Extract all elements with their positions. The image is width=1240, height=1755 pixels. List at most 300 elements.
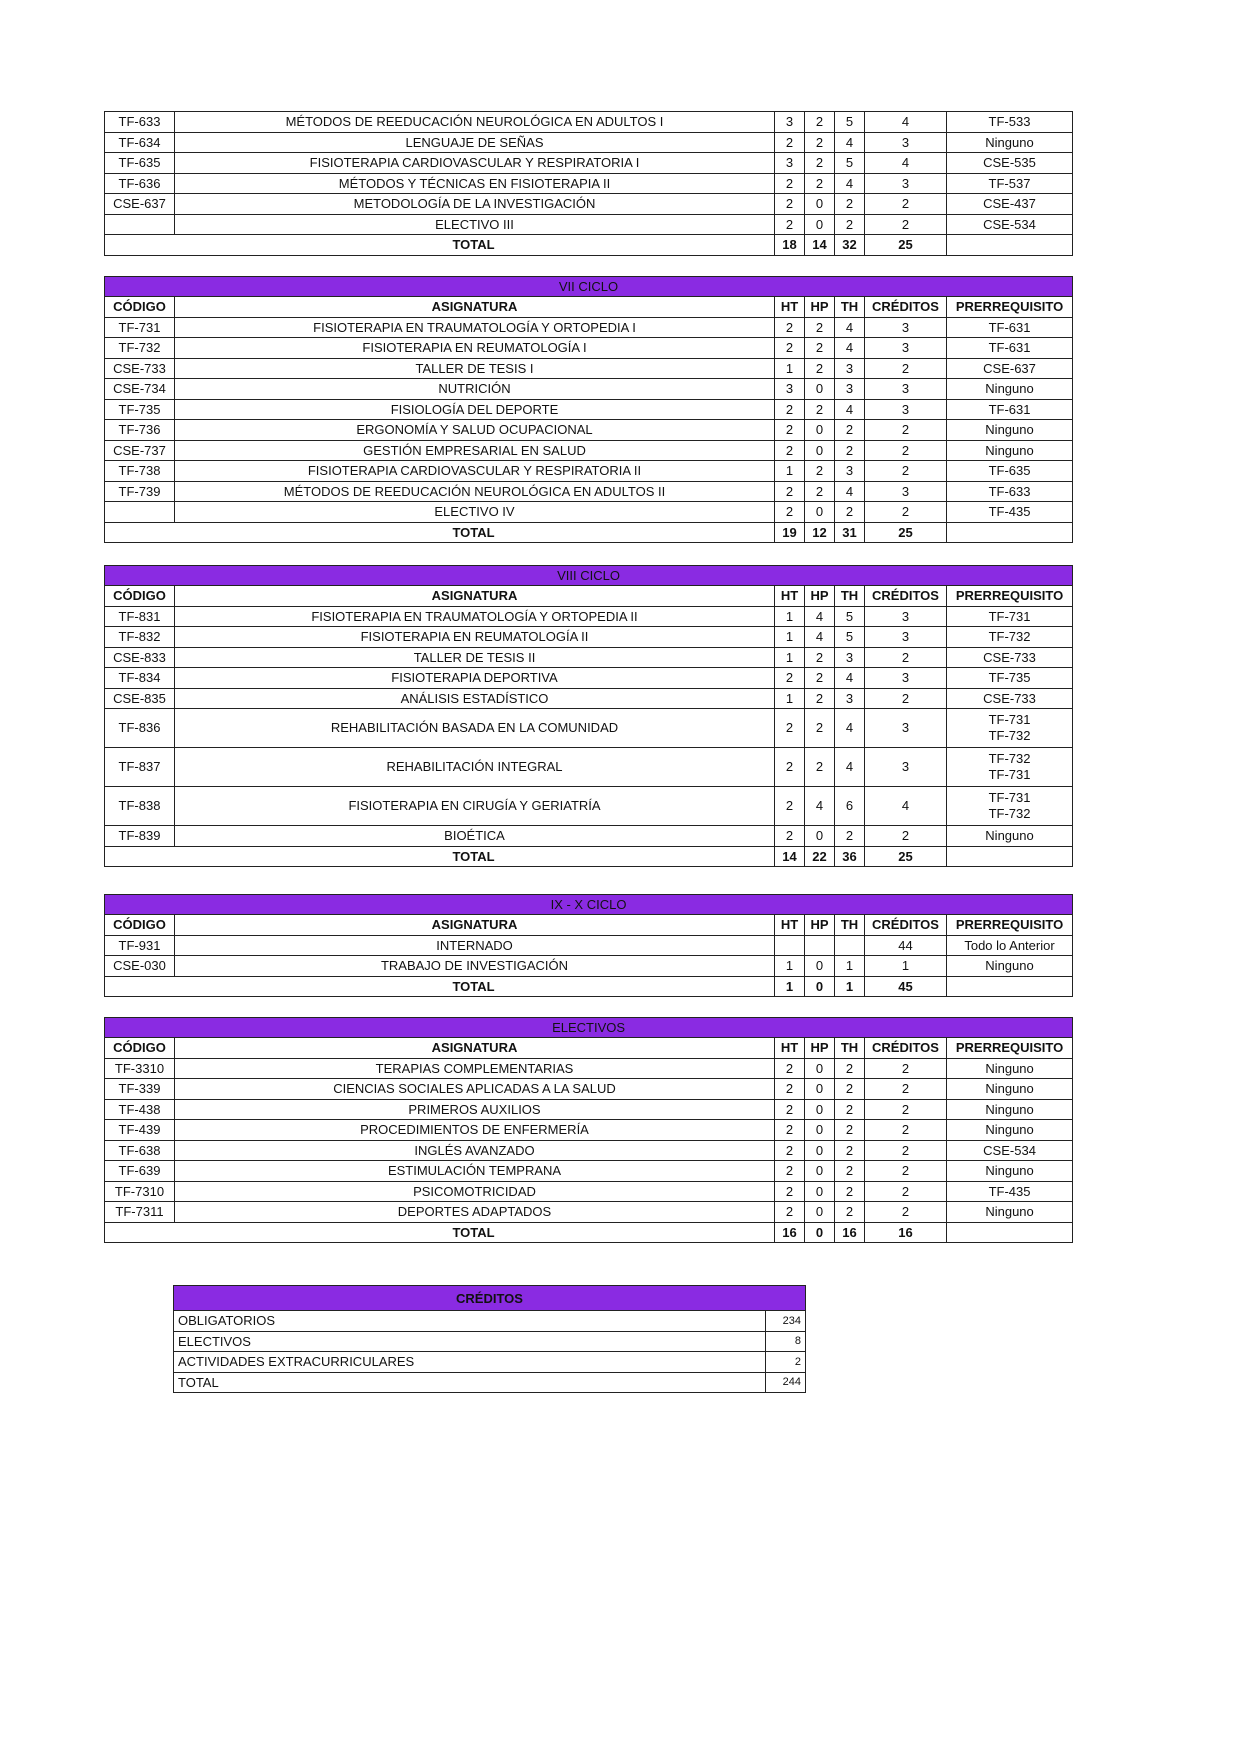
table-row (105, 317, 1073, 338)
hp-value: 2 (805, 461, 835, 482)
credits-value: 4 (865, 787, 947, 826)
th-value: 5 (835, 112, 865, 133)
column-header: ASIGNATURA (175, 1038, 775, 1059)
prerequisite: TF-537 (947, 173, 1073, 194)
column-header: CÓDIGO (105, 297, 175, 318)
ht-value: 2 (775, 502, 805, 523)
ht-value: 1 (775, 627, 805, 648)
credits-value: 2 (766, 1352, 806, 1373)
course-code: TF-738 (105, 461, 175, 482)
th-value: 5 (835, 627, 865, 648)
column-header: HP (805, 586, 835, 607)
prerequisite-line: TF-731 (988, 712, 1031, 727)
table-row (105, 112, 1073, 133)
hp-value: 0 (805, 214, 835, 235)
credits-value: 3 (865, 709, 947, 748)
course-code: TF-634 (105, 132, 175, 153)
th-value: 5 (835, 153, 865, 174)
course-code: TF-836 (105, 709, 175, 748)
total-hp: 14 (805, 235, 835, 256)
total-cr: 25 (865, 235, 947, 256)
course-name: ELECTIVO III (175, 214, 775, 235)
prerequisite: Ninguno (947, 1058, 1073, 1079)
column-header: PRERREQUISITO (947, 915, 1073, 936)
prerequisite: CSE-534 (947, 1140, 1073, 1161)
prerequisite: CSE-534 (947, 214, 1073, 235)
hp-value: 2 (805, 112, 835, 133)
table-row (105, 481, 1073, 502)
course-name: MÉTODOS Y TÉCNICAS EN FISIOTERAPIA II (175, 173, 775, 194)
credits-value: 4 (865, 112, 947, 133)
course-name: ESTIMULACIÓN TEMPRANA (175, 1161, 775, 1182)
total-row (105, 1222, 1073, 1243)
course-code: TF-439 (105, 1120, 175, 1141)
credits-value: 8 (766, 1331, 806, 1352)
course-code: TF-735 (105, 399, 175, 420)
course-code: CSE-737 (105, 440, 175, 461)
course-name: PSICOMOTRICIDAD (175, 1181, 775, 1202)
ht-value: 1 (775, 956, 805, 977)
ht-value: 2 (775, 826, 805, 847)
total-label: TOTAL (105, 235, 775, 256)
course-name: NUTRICIÓN (175, 379, 775, 400)
prerequisite: Ninguno (947, 440, 1073, 461)
hp-value: 2 (805, 668, 835, 689)
column-header-row (105, 1038, 1073, 1059)
course-name: FISIOTERAPIA EN REUMATOLOGÍA I (175, 338, 775, 359)
ht-value: 2 (775, 338, 805, 359)
total-empty-cell (947, 846, 1073, 867)
course-name: ANÁLISIS ESTADÍSTICO (175, 688, 775, 709)
prerequisite: Ninguno (947, 826, 1073, 847)
table-row (105, 606, 1073, 627)
hp-value: 0 (805, 1079, 835, 1100)
prerequisite: TF-631 (947, 338, 1073, 359)
course-name: ELECTIVO IV (175, 502, 775, 523)
column-header-row (105, 915, 1073, 936)
total-label: TOTAL (105, 846, 775, 867)
credits-value: 3 (865, 668, 947, 689)
course-code: TF-639 (105, 1161, 175, 1182)
ht-value: 2 (775, 399, 805, 420)
column-header: TH (835, 915, 865, 936)
total-ht: 16 (775, 1222, 805, 1243)
course-name: CIENCIAS SOCIALES APLICADAS A LA SALUD (175, 1079, 775, 1100)
total-cr: 16 (865, 1222, 947, 1243)
table-row (105, 1140, 1073, 1161)
column-header: PRERREQUISITO (947, 1038, 1073, 1059)
course-name: METODOLOGÍA DE LA INVESTIGACIÓN (175, 194, 775, 215)
table-row (105, 420, 1073, 441)
total-hp: 22 (805, 846, 835, 867)
hp-value: 0 (805, 956, 835, 977)
credits-value: 2 (865, 647, 947, 668)
prerequisite: TF-435 (947, 502, 1073, 523)
cycle-table (104, 111, 1073, 256)
course-code: TF-739 (105, 481, 175, 502)
credits-row (174, 1352, 806, 1373)
course-name: PROCEDIMIENTOS DE ENFERMERÍA (175, 1120, 775, 1141)
hp-value: 2 (805, 399, 835, 420)
prerequisite (947, 709, 1073, 748)
course-name: FISIOTERAPIA EN TRAUMATOLOGÍA Y ORTOPEDIA II (175, 606, 775, 627)
total-label: TOTAL (105, 522, 775, 543)
hp-value (805, 935, 835, 956)
th-value: 2 (835, 194, 865, 215)
total-th: 16 (835, 1222, 865, 1243)
prerequisite: Ninguno (947, 1202, 1073, 1223)
credits-value: 3 (865, 627, 947, 648)
ht-value: 2 (775, 787, 805, 826)
column-header-row (105, 586, 1073, 607)
hp-value: 4 (805, 627, 835, 648)
column-header: PRERREQUISITO (947, 297, 1073, 318)
cycle-table (104, 894, 1073, 997)
prerequisite: TF-731 (947, 606, 1073, 627)
credits-value: 3 (865, 379, 947, 400)
course-name: INGLÉS AVANZADO (175, 1140, 775, 1161)
total-cr: 25 (865, 846, 947, 867)
course-code: TF-832 (105, 627, 175, 648)
th-value: 2 (835, 1181, 865, 1202)
table-row (105, 461, 1073, 482)
hp-value: 4 (805, 606, 835, 627)
credits-label: ACTIVIDADES EXTRACURRICULARES (174, 1352, 766, 1373)
prerequisite: Ninguno (947, 1079, 1073, 1100)
course-name: FISIOTERAPIA DEPORTIVA (175, 668, 775, 689)
hp-value: 2 (805, 153, 835, 174)
table-row (105, 748, 1073, 787)
hp-value: 2 (805, 688, 835, 709)
course-name: REHABILITACIÓN INTEGRAL (175, 748, 775, 787)
ht-value: 1 (775, 688, 805, 709)
cycle-table (104, 1017, 1073, 1243)
ht-value: 2 (775, 317, 805, 338)
th-value: 1 (835, 956, 865, 977)
hp-value: 2 (805, 748, 835, 787)
course-code: TF-633 (105, 112, 175, 133)
hp-value: 2 (805, 338, 835, 359)
prerequisite: CSE-733 (947, 647, 1073, 668)
course-code: CSE-835 (105, 688, 175, 709)
credits-value: 3 (865, 399, 947, 420)
credits-value: 3 (865, 748, 947, 787)
th-value: 6 (835, 787, 865, 826)
cycle-title: VIII CICLO (105, 566, 1073, 586)
course-code: CSE-733 (105, 358, 175, 379)
hp-value: 0 (805, 1058, 835, 1079)
table-row (105, 935, 1073, 956)
ht-value: 2 (775, 440, 805, 461)
course-name: GESTIÓN EMPRESARIAL EN SALUD (175, 440, 775, 461)
total-ht: 19 (775, 522, 805, 543)
total-hp: 0 (805, 1222, 835, 1243)
th-value: 4 (835, 748, 865, 787)
ht-value: 2 (775, 481, 805, 502)
hp-value: 0 (805, 1202, 835, 1223)
table-row (105, 379, 1073, 400)
ht-value: 3 (775, 112, 805, 133)
prerequisite: TF-435 (947, 1181, 1073, 1202)
course-name: BIOÉTICA (175, 826, 775, 847)
th-value: 4 (835, 399, 865, 420)
ht-value: 2 (775, 1161, 805, 1182)
column-header: HP (805, 297, 835, 318)
prerequisite (947, 787, 1073, 826)
total-th: 36 (835, 846, 865, 867)
total-cr: 45 (865, 976, 947, 997)
total-row (105, 522, 1073, 543)
course-code: TF-3310 (105, 1058, 175, 1079)
hp-value: 0 (805, 1181, 835, 1202)
course-code: TF-837 (105, 748, 175, 787)
hp-value: 0 (805, 1120, 835, 1141)
ht-value: 1 (775, 461, 805, 482)
course-code: TF-7311 (105, 1202, 175, 1223)
course-name: FISIOTERAPIA EN REUMATOLOGÍA II (175, 627, 775, 648)
column-header: HT (775, 297, 805, 318)
course-name: FISIOTERAPIA EN TRAUMATOLOGÍA Y ORTOPEDIA I (175, 317, 775, 338)
column-header: TH (835, 1038, 865, 1059)
column-header-row (105, 297, 1073, 318)
course-name: DEPORTES ADAPTADOS (175, 1202, 775, 1223)
column-header: CRÉDITOS (865, 297, 947, 318)
credits-label: OBLIGATORIOS (174, 1311, 766, 1332)
column-header: CRÉDITOS (865, 586, 947, 607)
hp-value: 0 (805, 440, 835, 461)
ht-value: 1 (775, 606, 805, 627)
table-row (105, 1079, 1073, 1100)
credits-value: 2 (865, 1099, 947, 1120)
th-value: 2 (835, 1058, 865, 1079)
credits-value: 2 (865, 826, 947, 847)
course-name: ERGONOMÍA Y SALUD OCUPACIONAL (175, 420, 775, 441)
ht-value: 2 (775, 1058, 805, 1079)
prerequisite: CSE-733 (947, 688, 1073, 709)
column-header: HT (775, 915, 805, 936)
course-name: FISIOTERAPIA EN CIRUGÍA Y GERIATRÍA (175, 787, 775, 826)
th-value: 5 (835, 606, 865, 627)
table-row (105, 132, 1073, 153)
th-value: 4 (835, 481, 865, 502)
th-value: 2 (835, 214, 865, 235)
hp-value: 2 (805, 647, 835, 668)
credits-value: 2 (865, 214, 947, 235)
column-header: CRÉDITOS (865, 1038, 947, 1059)
total-th: 32 (835, 235, 865, 256)
prerequisite-line: TF-732 (988, 806, 1031, 821)
cycle-table (104, 276, 1073, 543)
th-value: 4 (835, 338, 865, 359)
course-name: PRIMEROS AUXILIOS (175, 1099, 775, 1120)
th-value: 2 (835, 826, 865, 847)
column-header: HT (775, 1038, 805, 1059)
credits-label: ELECTIVOS (174, 1331, 766, 1352)
cycle-title: IX - X CICLO (105, 895, 1073, 915)
prerequisite: CSE-535 (947, 153, 1073, 174)
total-hp: 0 (805, 976, 835, 997)
total-row (105, 846, 1073, 867)
prerequisite: CSE-437 (947, 194, 1073, 215)
column-header: TH (835, 586, 865, 607)
table-row (105, 826, 1073, 847)
total-cr: 25 (865, 522, 947, 543)
course-code: TF-438 (105, 1099, 175, 1120)
prerequisite: Ninguno (947, 956, 1073, 977)
table-row (105, 173, 1073, 194)
prerequisite: TF-631 (947, 399, 1073, 420)
hp-value: 2 (805, 173, 835, 194)
credits-value: 2 (865, 1140, 947, 1161)
th-value: 4 (835, 317, 865, 338)
table-row (105, 194, 1073, 215)
total-label: TOTAL (105, 1222, 775, 1243)
credits-value: 2 (865, 1202, 947, 1223)
hp-value: 0 (805, 1140, 835, 1161)
prerequisite: Ninguno (947, 379, 1073, 400)
course-name: INTERNADO (175, 935, 775, 956)
ht-value: 2 (775, 1181, 805, 1202)
prerequisite: TF-533 (947, 112, 1073, 133)
table-row (105, 153, 1073, 174)
course-code: TF-731 (105, 317, 175, 338)
ht-value: 2 (775, 194, 805, 215)
hp-value: 2 (805, 709, 835, 748)
hp-value: 0 (805, 1099, 835, 1120)
column-header: ASIGNATURA (175, 586, 775, 607)
th-value: 4 (835, 668, 865, 689)
credits-label: TOTAL (174, 1372, 766, 1393)
credits-value: 244 (766, 1372, 806, 1393)
course-name: FISIOTERAPIA CARDIOVASCULAR Y RESPIRATORIA II (175, 461, 775, 482)
credits-value: 234 (766, 1311, 806, 1332)
prerequisite: TF-631 (947, 317, 1073, 338)
ht-value: 2 (775, 1202, 805, 1223)
ht-value (775, 935, 805, 956)
course-code: CSE-734 (105, 379, 175, 400)
hp-value: 0 (805, 1161, 835, 1182)
prerequisite-line: TF-731 (988, 767, 1031, 782)
column-header: PRERREQUISITO (947, 586, 1073, 607)
column-header: CÓDIGO (105, 1038, 175, 1059)
course-code: CSE-030 (105, 956, 175, 977)
course-name: MÉTODOS DE REEDUCACIÓN NEUROLÓGICA EN ADULTOS I (175, 112, 775, 133)
table-row (105, 688, 1073, 709)
total-row (105, 235, 1073, 256)
th-value: 3 (835, 461, 865, 482)
th-value: 2 (835, 420, 865, 441)
table-row (105, 787, 1073, 826)
table-row (105, 1099, 1073, 1120)
hp-value: 0 (805, 826, 835, 847)
column-header: ASIGNATURA (175, 297, 775, 318)
hp-value: 2 (805, 358, 835, 379)
credits-value: 2 (865, 688, 947, 709)
credits-row (174, 1331, 806, 1352)
credits-value: 3 (865, 317, 947, 338)
course-name: REHABILITACIÓN BASADA EN LA COMUNIDAD (175, 709, 775, 748)
column-header: HP (805, 1038, 835, 1059)
credits-value: 2 (865, 358, 947, 379)
total-empty-cell (947, 235, 1073, 256)
column-header: HP (805, 915, 835, 936)
ht-value: 1 (775, 647, 805, 668)
ht-value: 1 (775, 358, 805, 379)
th-value: 3 (835, 688, 865, 709)
credits-value: 4 (865, 153, 947, 174)
credits-value: 2 (865, 1079, 947, 1100)
prerequisite: Todo lo Anterior (947, 935, 1073, 956)
hp-value: 0 (805, 379, 835, 400)
prerequisite: TF-735 (947, 668, 1073, 689)
course-code: TF-839 (105, 826, 175, 847)
table-row (105, 956, 1073, 977)
th-value: 2 (835, 1140, 865, 1161)
course-name: TALLER DE TESIS II (175, 647, 775, 668)
table-row (105, 668, 1073, 689)
total-th: 1 (835, 976, 865, 997)
credits-summary-table (173, 1285, 806, 1393)
table-row (105, 1202, 1073, 1223)
column-header: HT (775, 586, 805, 607)
course-code: TF-931 (105, 935, 175, 956)
hp-value: 2 (805, 481, 835, 502)
table-row (105, 1058, 1073, 1079)
table-row (105, 647, 1073, 668)
credits-value: 2 (865, 502, 947, 523)
total-ht: 1 (775, 976, 805, 997)
credits-value: 2 (865, 461, 947, 482)
th-value: 2 (835, 502, 865, 523)
table-row (105, 502, 1073, 523)
ht-value: 2 (775, 420, 805, 441)
th-value: 2 (835, 1079, 865, 1100)
table-row (105, 1181, 1073, 1202)
th-value: 2 (835, 1202, 865, 1223)
course-code (105, 502, 175, 523)
credits-value: 2 (865, 1161, 947, 1182)
total-ht: 18 (775, 235, 805, 256)
total-ht: 14 (775, 846, 805, 867)
ht-value: 2 (775, 1079, 805, 1100)
credits-value: 3 (865, 481, 947, 502)
ht-value: 2 (775, 668, 805, 689)
course-code: TF-7310 (105, 1181, 175, 1202)
hp-value: 0 (805, 420, 835, 441)
hp-value: 2 (805, 132, 835, 153)
hp-value: 4 (805, 787, 835, 826)
th-value: 3 (835, 647, 865, 668)
credits-value: 2 (865, 440, 947, 461)
ht-value: 2 (775, 1120, 805, 1141)
course-code: TF-636 (105, 173, 175, 194)
th-value: 2 (835, 1120, 865, 1141)
credits-value: 3 (865, 338, 947, 359)
th-value: 4 (835, 709, 865, 748)
total-label: TOTAL (105, 976, 775, 997)
table-row (105, 358, 1073, 379)
th-value: 2 (835, 1161, 865, 1182)
ht-value: 3 (775, 379, 805, 400)
prerequisite: CSE-637 (947, 358, 1073, 379)
ht-value: 2 (775, 709, 805, 748)
hp-value: 0 (805, 194, 835, 215)
ht-value: 2 (775, 1099, 805, 1120)
prerequisite-line: TF-732 (988, 751, 1031, 766)
course-code: TF-834 (105, 668, 175, 689)
prerequisite: Ninguno (947, 132, 1073, 153)
hp-value: 2 (805, 317, 835, 338)
